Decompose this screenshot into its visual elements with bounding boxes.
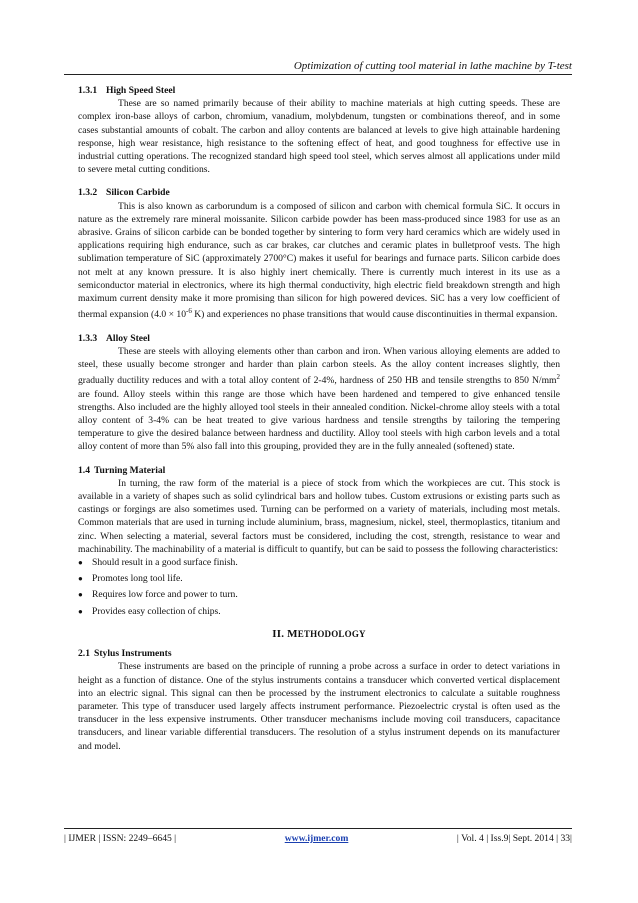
section-heading (78, 647, 560, 660)
section-paragraph: In turning, the raw form of the material is a piece of stock from which the workpieces are cut. This stock is available in a variety of shapes such as solid cylindrical bars and hollow tubes. Custom extrusions or existing parts such as castings or forgings are also sometimes used. Turning can be performed on a variety of materials, including most metals. Common materials that are used in turning include aluminium, brass, magnesium, nickel, steel, thermoplastics, titanium and zinc. When selecting a material, several factors must be considered, including the cost, strength, resistance to wear and machinability. The machinability of a material is difficult to quantify, but can be said to possess the following characteristics: (78, 477, 560, 555)
list-item (78, 588, 560, 601)
paragraph-text: These are steels with alloying elements other than carbon and iron. When various alloying elements are added to steel, these usually become stronger and harder than plain carbon steels. As the alloy content increases slightly, then gradually ductility reduces and with a total alloy content of 2-4%, hardness of 250 HB and tensile strengths to 850 N/mm (78, 345, 560, 387)
running-head: Optimization of cutting tool material in lathe machine by T-test (64, 60, 572, 75)
section-title: High Speed Steel (106, 85, 176, 96)
superscript: -6 (186, 307, 192, 316)
title-initial: M (287, 627, 298, 640)
section-heading (78, 84, 560, 97)
methodology-heading (78, 628, 560, 641)
section-alloy-steel (78, 332, 560, 454)
bullet-icon: ● (78, 558, 83, 568)
section-title: Silicon Carbide (106, 187, 170, 199)
section-high-speed-steel (78, 84, 560, 176)
paragraph-text: This is also known as carborundum is a composed of silicon and carbon with chemical formula SiC. It occurs in nature as the extremely rare mineral moissanite. Silicon carbide powder has been mass-produced since 1983 for use as an abrasive. Grains of silicon carbide can be bonded together by sintering to form very hard ceramics which are widely used in applications requiring high endurance, such as car brakes, car clutches and ceramic plates in bulletproof vests. The high sublimation temperature of SiC (approximately 2700°C) makes it useful for bearings and furnace parts. Silicon carbide does not melt at any known pressure. It is also highly inert chemically. There is currently much interest in its use as a semiconductor material in electronics, where its high thermal conductivity, high electric field breakdown strength and high maximum current density make it more promising than silicon for high powered devices. SiC has a very low coefficient of thermal expansion (4.0 × 10 (78, 200, 560, 321)
section-silicon-carbide (78, 186, 560, 321)
section-turning-material (78, 464, 560, 618)
section-heading (78, 332, 560, 345)
title-rest: ETHODOLOGY (297, 628, 366, 639)
section-paragraph (78, 200, 560, 322)
list-item-text: Should result in a good surface finish. (92, 557, 238, 569)
bullet-icon: ● (78, 590, 83, 600)
section-number: 1.3.3 (78, 332, 98, 344)
page-footer (64, 828, 572, 844)
list-item-text: Promotes long tool life. (92, 573, 183, 585)
section-heading (78, 186, 560, 199)
article-body (78, 84, 560, 753)
section-number: 1.3.2 (78, 187, 98, 199)
section-paragraph (78, 345, 560, 454)
list-item-text: Provides easy collection of chips. (92, 605, 221, 617)
bullet-icon: ● (78, 574, 83, 584)
list-item (78, 556, 560, 569)
paragraph-text: K) and experiences no phase transitions that would cause discontinuities in thermal expansion. (191, 309, 558, 321)
superscript: 2 (556, 373, 560, 382)
footer-website-link[interactable]: www.ijmer.com (284, 833, 349, 844)
section-title: Alloy Steel (106, 332, 150, 344)
section-number: 1.3.1 (78, 85, 98, 96)
section-paragraph: These instruments are based on the principle of running a probe across a surface in order to detect variations in height as a function of distance. One of the stylus instruments contains a transducer which converted vertical displacement into an electric signal. This signal can then be processed by the instrument electronics to calculate a suitable roughness parameter. This type of transducer used largely affects instrument performance. Piezoelectric crystal is often used as the transducer in the less expensive instruments. Other transducer mechanisms include moving coil transducers, capacitance transducers, and linear variable differential transducers. The resolution of a stylus instrument depends on its manufacturer and model. (78, 661, 560, 752)
section-number: 1.4 (78, 464, 90, 476)
section-stylus-instruments (78, 647, 560, 753)
footer-journal-info: | IJMER | ISSN: 2249–6645 | (64, 833, 177, 844)
section-number: 2.1 (78, 648, 90, 660)
footer-volume-info: | Vol. 4 | Iss.9| Sept. 2014 | 33| (456, 833, 572, 844)
characteristics-list (78, 556, 560, 618)
section-title: Stylus Instruments (94, 648, 172, 660)
bullet-icon: ● (78, 606, 83, 616)
list-item-text: Requires low force and power to turn. (92, 589, 238, 601)
paragraph-text: are found. Alloy steels within this range are those which have been hardened and tempered to give enhanced tensile strengths. Also included are the highly alloyed tool steels in their annealed condition. Nickel-chrome alloy steels with a total alloy content of 3-4% can be heat treated to give various hardness and tensile strengths by tailoring the tempering temperature to give the desired balance between hardness and ductility. Alloy tool steels with high carbon levels and a total alloy content of more than 5% also fall into this grouping, provided they are in the fully annealed (softened) state. (78, 388, 560, 453)
section-number: II. (272, 627, 285, 640)
section-heading (78, 464, 560, 477)
list-item (78, 605, 560, 618)
section-title: Turning Material (94, 464, 166, 476)
section-paragraph: These are so named primarily because of their ability to machine materials at high cutting speeds. These are complex iron-base alloys of carbon, chromium, vanadium, molybdenum, tungsten or combinations thereof, and in some cases substantial amounts of cobalt. The carbon and alloy contents are balanced at levels to give high attainable hardening response, high wear resistance, high resistance to the softening effect of heat, and good toughness for effective use in industrial cutting operations. The recognized standard high speed tool steel, which serves almost all applications under mild to severe metal cutting conditions. (78, 98, 560, 176)
list-item (78, 572, 560, 585)
